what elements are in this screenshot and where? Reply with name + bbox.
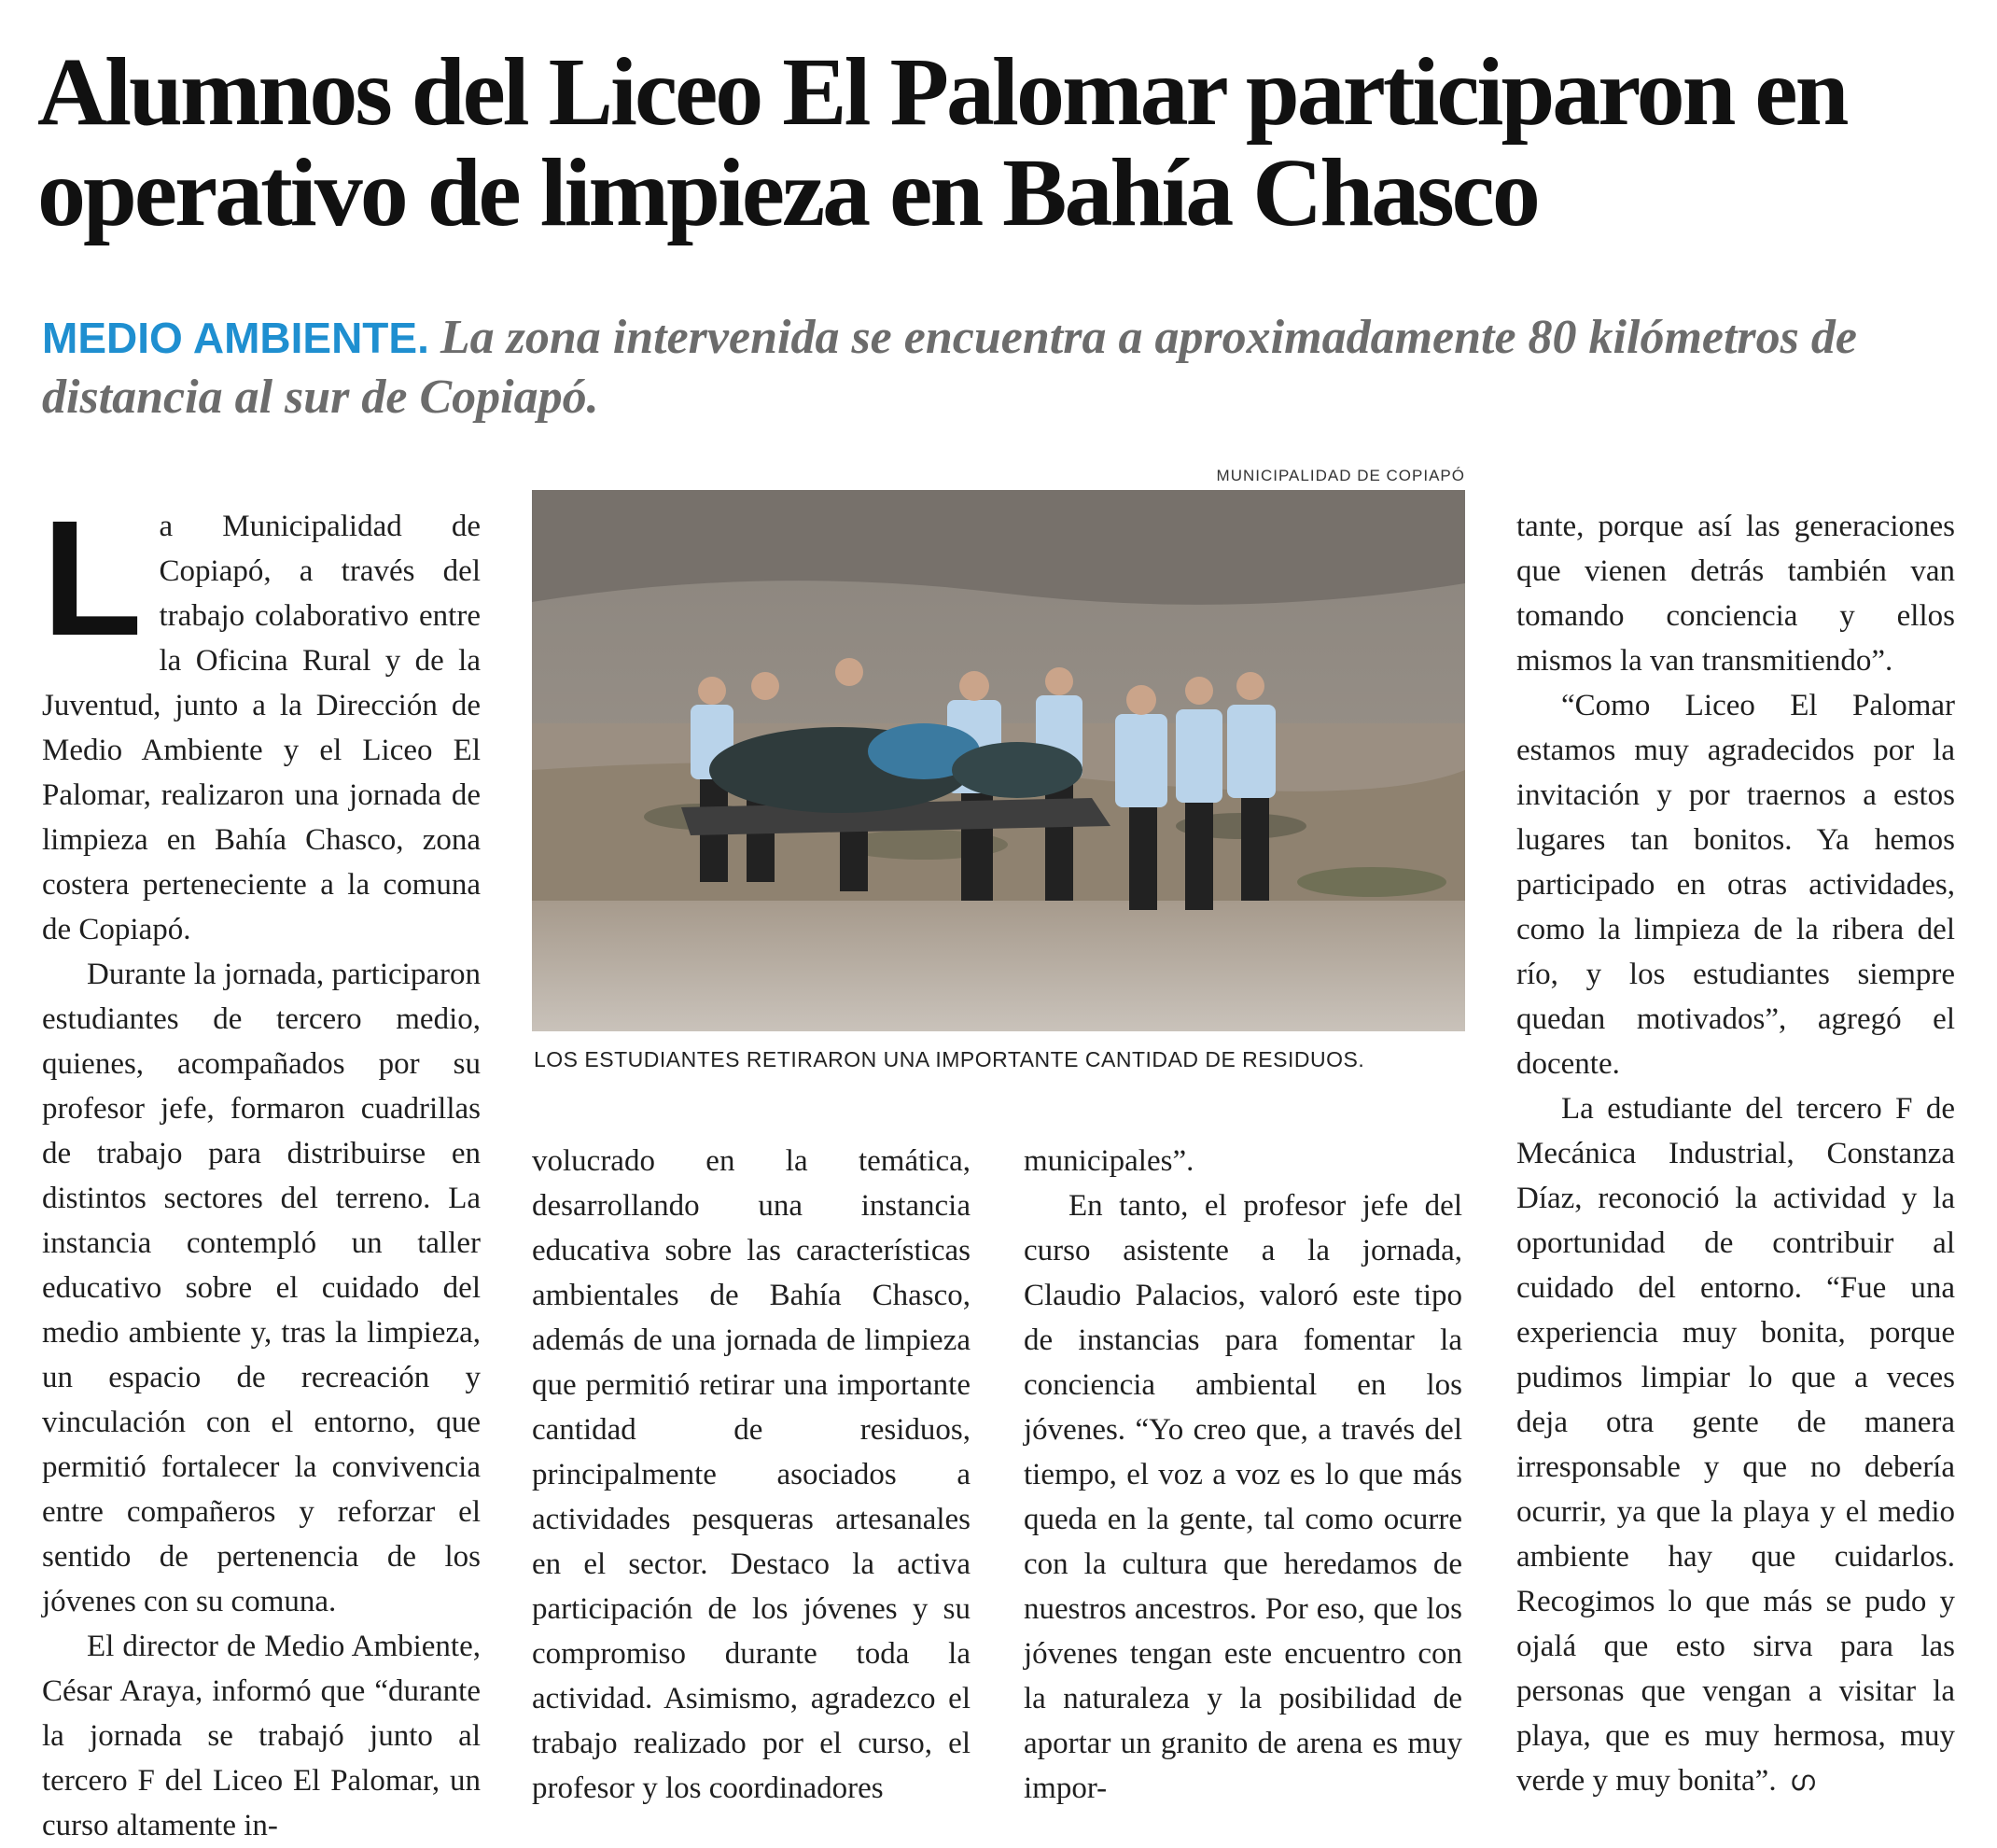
end-of-article-mark: ഗ: [1789, 1765, 1815, 1798]
paragraph: a Municipalidad de Copiapó, a través del trabajo colaborativo entre la Oficina Rural y de la Juventud, junto a la Dirección de Medio Ambiente y el Liceo El Palomar, realizaron una jornada de limpieza en Bahía Chasco, zona costera perteneciente a la comuna de Copiapó.: [42, 510, 481, 946]
paragraph: [1516, 1086, 1955, 1804]
paragraph: volucrado en la temática, desarrollando una instancia educativa sobre las características ambientales de Bahía Chasco, además de una jornada de limpieza que permitió retirar una importante cantidad de residuos, principalmente asociados a actividades pesqueras artesanales en el sector. Destaco la activa participación de los jóvenes y su compromiso durante toda la actividad. Asimismo, agradezco el trabajo realizado por el curso, el profesor y los coordinadores: [532, 1144, 971, 1805]
column-1: [42, 487, 481, 1848]
drop-cap: L: [42, 487, 143, 670]
paragraph: “Como Liceo El Palomar estamos muy agradecidos por la invitación y por traernos a estos lugares tan bonitos. Ya hemos participado en otras actividades, como la limpieza de la ribera del río, y los estudiantes siempre quedan motivados”, agregó el docente.: [1516, 689, 1955, 1081]
column-4: [1516, 504, 1955, 1804]
deck-text: La zona intervenida se encuentra a aproximadamente 80 kilómetros de distancia al sur de Copiapó.: [42, 311, 1857, 424]
paragraph: Durante la jornada, participaron estudiantes de tercero medio, quienes, acompañados por su profesor jefe, formaron cuadrillas de trabajo para distribuirse en distintos sectores del terreno. La instancia contempló un taller educativo sobre el cuidado del medio ambiente y, tras la limpieza, un espacio de recreación y vinculación con el entorno, que permitió fortalecer la convivencia entre compañeros y reforzar el sentido de pertenencia de los jóvenes con su comuna.: [42, 958, 481, 1618]
deck: [42, 308, 1964, 427]
section-kicker: MEDIO AMBIENTE.: [42, 314, 429, 362]
photo-illustration: [532, 490, 1465, 1031]
article-photo: [532, 490, 1465, 1031]
paragraph: El director de Medio Ambiente, César Araya, informó que “durante la jornada se trabajó junto al tercero F del Liceo El Palomar, un curso altamente in-: [42, 1630, 481, 1842]
photo-credit: MUNICIPALIDAD DE COPIAPÓ: [1216, 467, 1465, 484]
paragraph: tante, porque así las generaciones que vienen detrás también van tomando conciencia y ellos mismos la van transmitiendo”.: [1516, 510, 1955, 678]
column-2: [532, 1139, 971, 1811]
column-3: [1024, 1139, 1462, 1811]
paragraph: municipales”.: [1024, 1144, 1194, 1178]
paragraph: En tanto, el profesor jefe del curso asistente a la jornada, Claudio Palacios, valoró este tipo de instancias para fomentar la conciencia ambiental en los jóvenes. “Yo creo que, a través del tiempo, el voz a voz es lo que más queda en la gente, tal como ocurre con la cultura que heredamos de nuestros ancestros. Por eso, que los jóvenes tengan este encuentro con la naturaleza y la posibilidad de aportar un granito de arena es muy impor-: [1024, 1189, 1462, 1805]
headline: Alumnos del Liceo El Palomar participaron en operativo de limpieza en Bahía Chasco: [37, 38, 1847, 246]
photo-caption: LOS ESTUDIANTES RETIRARON UNA IMPORTANTE CANTIDAD DE RESIDUOS.: [534, 1047, 1365, 1071]
paragraph-text: La estudiante del tercero F de Mecánica Industrial, Constanza Díaz, reconoció la actividad y la oportunidad de contribuir al cuidado del entorno. “Fue una experiencia muy bonita, porque pudimos limpiar lo que a veces deja otra gente de manera irresponsable y que no debería ocurrir, ya que la playa y el medio ambiente hay que cuidarlos. Recogimos lo que más se pudo y ojalá que esto sirva para las personas que vengan a visitar la playa, que es muy hermosa, muy verde y muy bonita”.: [1516, 1092, 1955, 1798]
